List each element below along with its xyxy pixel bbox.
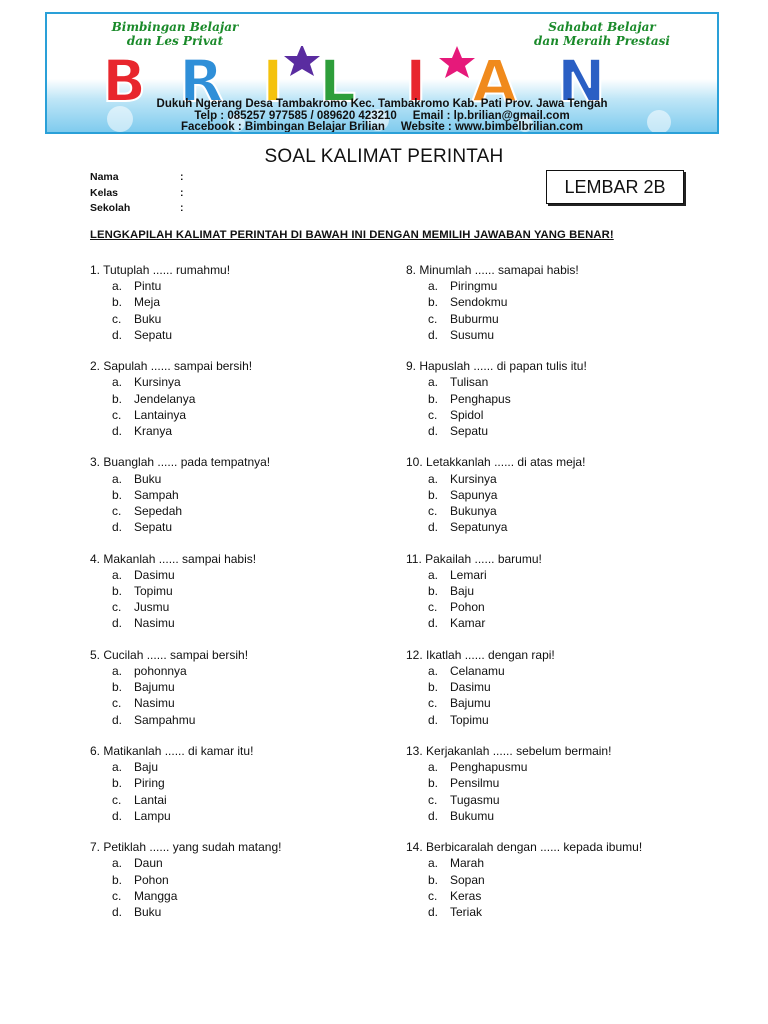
answer-option: [406, 519, 642, 535]
option-letter: a.: [428, 471, 439, 486]
answer-option: [406, 423, 642, 439]
option-letter: b.: [428, 295, 439, 310]
option-letter: a.: [112, 471, 123, 486]
question-item: [90, 551, 281, 647]
answer-option: [406, 775, 642, 791]
answer-option: [406, 712, 642, 728]
option-letter: b.: [112, 872, 123, 887]
svg-text:I: I: [405, 47, 427, 108]
svg-text:L: L: [319, 47, 356, 108]
option-letter: b.: [428, 680, 439, 695]
info-label: Sekolah: [90, 202, 131, 214]
option-letter: c.: [428, 600, 438, 615]
option-text: Pintu: [134, 279, 162, 294]
option-text: Sendokmu: [450, 295, 508, 310]
option-letter: d.: [112, 712, 123, 727]
answer-option: [406, 327, 642, 343]
question-stem: 12. Ikatlah ...... dengan rapi!: [406, 647, 555, 662]
answer-option: [90, 888, 281, 904]
option-letter: a.: [428, 375, 439, 390]
question-stem: 13. Kerjakanlah ...... sebelum bermain!: [406, 743, 612, 758]
info-label: Kelas: [90, 186, 119, 199]
option-text: Jendelanya: [134, 391, 196, 406]
option-letter: d.: [112, 904, 123, 919]
option-text: pohonnya: [134, 663, 187, 678]
option-text: Buburmu: [450, 311, 499, 326]
option-letter: d.: [112, 520, 123, 535]
answer-option: [406, 904, 642, 920]
page-title: SOAL KALIMAT PERINTAH: [264, 146, 504, 167]
question-item: [406, 647, 642, 743]
answer-option: [90, 695, 281, 711]
question-item: [406, 839, 642, 935]
option-text: Jusmu: [134, 600, 170, 615]
option-letter: b.: [428, 872, 439, 887]
question-stem: 7. Petiklah ...... yang sudah matang!: [90, 840, 282, 855]
option-text: Kursinya: [134, 375, 181, 390]
answer-option: [90, 872, 281, 888]
option-text: Sepatunya: [450, 520, 508, 535]
option-letter: c.: [112, 503, 122, 518]
option-text: Nasimu: [134, 696, 175, 711]
option-letter: a.: [112, 760, 123, 775]
option-letter: d.: [428, 712, 439, 727]
option-text: Sepatu: [134, 520, 173, 535]
answer-option: [90, 904, 281, 920]
answer-option: [406, 679, 642, 695]
option-letter: b.: [112, 391, 123, 406]
answer-option: [406, 311, 642, 327]
option-text: Baju: [450, 583, 475, 598]
banner-address: Dukuh Ngerang Desa Tambakromo Kec. Tambakromo Kab. Pati Prov. Jawa Tengah: [156, 98, 608, 110]
answer-option: [406, 599, 642, 615]
option-text: Lantainya: [134, 407, 187, 422]
option-text: Kamar: [450, 616, 486, 631]
question-stem: 10. Letakkanlah ...... di atas meja!: [406, 455, 586, 470]
option-text: Sopan: [450, 872, 485, 887]
option-letter: b.: [428, 583, 439, 598]
tagline-right: Sahabat Belajar dan Meraih Prestasi: [534, 20, 670, 48]
banner-social: Facebook : Bimbingan Belajar Brilian Website : www.bimbelbrilian.com: [181, 121, 583, 133]
answer-option: [406, 567, 642, 583]
question-item: [406, 358, 642, 454]
answer-option: [90, 278, 281, 294]
option-text: Baju: [134, 760, 159, 775]
answer-option: [90, 712, 281, 728]
option-letter: d.: [428, 616, 439, 631]
option-text: Lantai: [134, 792, 167, 807]
question-stem: 2. Sapulah ...... sampai bersih!: [90, 359, 253, 374]
info-label: Nama: [90, 171, 119, 183]
question-stem: 3. Buanglah ...... pada tempatnya!: [90, 455, 271, 470]
answer-option: [90, 679, 281, 695]
answer-option: [90, 567, 281, 583]
option-text: Kranya: [134, 423, 173, 438]
option-text: Celanamu: [450, 663, 505, 678]
option-text: Susumu: [450, 327, 495, 342]
answer-option: [90, 407, 281, 423]
option-letter: a.: [428, 663, 439, 678]
option-text: Tugasmu: [450, 792, 500, 807]
option-text: Sepedah: [134, 503, 183, 518]
option-text: Dasimu: [450, 680, 491, 695]
option-letter: c.: [428, 311, 438, 326]
option-text: Kursinya: [450, 471, 497, 486]
option-text: Nasimu: [134, 616, 175, 631]
option-text: Bukumu: [450, 808, 495, 823]
answer-option: [406, 663, 642, 679]
option-letter: b.: [428, 776, 439, 791]
option-text: Pensilmu: [450, 776, 500, 791]
answer-option: [406, 792, 642, 808]
option-text: Sampah: [134, 487, 179, 502]
answer-option: [406, 374, 642, 390]
answer-option: [90, 503, 281, 519]
question-stem: 6. Matikanlah ...... di kamar itu!: [90, 743, 254, 758]
answer-option: [406, 855, 642, 871]
option-text: Dasimu: [134, 567, 175, 582]
option-letter: a.: [112, 375, 123, 390]
answer-option: [90, 294, 281, 310]
question-item: [90, 839, 281, 935]
option-text: Keras: [450, 888, 482, 903]
option-letter: d.: [428, 423, 439, 438]
svg-text:N: N: [557, 47, 606, 108]
answer-option: [90, 615, 281, 631]
option-letter: c.: [428, 407, 438, 422]
student-info: [90, 171, 184, 218]
question-item: [90, 454, 281, 550]
answer-option: [406, 471, 642, 487]
option-letter: d.: [428, 327, 439, 342]
option-letter: b.: [112, 680, 123, 695]
header-banner: [45, 12, 719, 134]
option-letter: c.: [428, 888, 438, 903]
option-letter: a.: [112, 663, 123, 678]
option-text: Spidol: [450, 407, 484, 422]
option-letter: d.: [428, 904, 439, 919]
svg-text:A: A: [472, 47, 517, 108]
answer-option: [90, 759, 281, 775]
answer-option: [90, 423, 281, 439]
answer-option: [406, 294, 642, 310]
option-text: Buku: [134, 311, 162, 326]
question-item: [90, 743, 281, 839]
question-item: [90, 358, 281, 454]
answer-option: [406, 888, 642, 904]
answer-option: [406, 487, 642, 503]
option-text: Buku: [134, 471, 162, 486]
option-letter: c.: [428, 503, 438, 518]
question-stem: 1. Tutuplah ...... rumahmu!: [90, 263, 231, 277]
star-pink-icon: [439, 46, 475, 78]
option-text: Penghapusmu: [450, 760, 528, 775]
answer-option: [406, 808, 642, 824]
option-letter: d.: [112, 327, 123, 342]
answer-option: [90, 327, 281, 343]
question-item: [406, 551, 642, 647]
option-letter: c.: [112, 407, 122, 422]
answer-option: [90, 487, 281, 503]
question-stem: 11. Pakailah ...... barumu!: [406, 551, 542, 566]
option-letter: d.: [112, 808, 123, 823]
option-letter: c.: [112, 696, 122, 711]
answer-option: [90, 855, 281, 871]
option-text: Sepatu: [450, 423, 489, 438]
option-letter: d.: [112, 423, 123, 438]
option-text: Piringmu: [450, 279, 498, 294]
info-row-nama: [90, 171, 184, 187]
question-item: [406, 262, 642, 358]
option-letter: a.: [112, 856, 123, 871]
svg-text:I: I: [262, 47, 284, 108]
answer-option: [406, 759, 642, 775]
option-text: Pohon: [134, 872, 169, 887]
svg-text:B: B: [102, 47, 147, 108]
answer-option: [406, 695, 642, 711]
option-letter: b.: [112, 295, 123, 310]
question-item: [90, 647, 281, 743]
instruction: LENGKAPILAH KALIMAT PERINTAH DI BAWAH INI DENGAN MEMILIH JAWABAN YANG BENAR!: [90, 229, 614, 241]
option-letter: b.: [112, 487, 123, 502]
option-letter: a.: [428, 279, 439, 294]
info-sep: :: [180, 171, 184, 183]
option-letter: c.: [112, 600, 122, 615]
question-item: [406, 743, 642, 839]
option-letter: b.: [428, 391, 439, 406]
option-text: Bukunya: [450, 503, 497, 518]
answer-option: [406, 278, 642, 294]
question-stem: 9. Hapuslah ...... di papan tulis itu!: [406, 359, 587, 374]
option-letter: b.: [112, 776, 123, 791]
answer-option: [406, 615, 642, 631]
answer-option: [90, 374, 281, 390]
option-letter: a.: [428, 856, 439, 871]
option-letter: a.: [428, 567, 439, 582]
option-text: Sepatu: [134, 327, 173, 342]
option-text: Sapunya: [450, 487, 498, 502]
option-letter: d.: [112, 616, 123, 631]
answer-option: [90, 583, 281, 599]
option-text: Topimu: [134, 583, 173, 598]
answer-option: [90, 471, 281, 487]
option-text: Lemari: [450, 567, 487, 582]
question-item: [406, 454, 642, 550]
option-letter: b.: [428, 487, 439, 502]
option-letter: c.: [112, 311, 122, 326]
answer-option: [90, 775, 281, 791]
info-sep: :: [180, 202, 184, 214]
option-letter: a.: [428, 760, 439, 775]
tagline-left: Bimbingan Belajar dan Les Privat: [111, 20, 239, 48]
question-item: [90, 262, 281, 358]
answer-option: [406, 503, 642, 519]
option-text: Mangga: [134, 888, 178, 903]
answer-option: [406, 872, 642, 888]
info-row-sekolah: [90, 202, 184, 218]
info-row-kelas: [90, 187, 184, 203]
option-letter: c.: [112, 888, 122, 903]
answer-option: [406, 583, 642, 599]
questions-right-column: [406, 262, 642, 935]
option-text: Pohon: [450, 600, 485, 615]
option-letter: c.: [112, 792, 122, 807]
option-letter: a.: [112, 567, 123, 582]
questions-left-column: [90, 262, 281, 935]
option-text: Penghapus: [450, 391, 511, 406]
option-letter: d.: [428, 808, 439, 823]
question-stem: 5. Cucilah ...... sampai bersih!: [90, 647, 249, 662]
option-text: Lampu: [134, 808, 171, 823]
answer-option: [90, 391, 281, 407]
option-letter: b.: [112, 583, 123, 598]
option-text: Bajumu: [134, 680, 175, 695]
option-letter: c.: [428, 696, 438, 711]
option-text: Sampahmu: [134, 712, 196, 727]
option-text: Topimu: [450, 712, 489, 727]
option-text: Daun: [134, 856, 163, 871]
option-letter: d.: [428, 520, 439, 535]
answer-option: [406, 407, 642, 423]
option-letter: c.: [428, 792, 438, 807]
answer-option: [406, 391, 642, 407]
answer-option: [90, 599, 281, 615]
option-text: Buku: [134, 904, 162, 919]
svg-text:R: R: [179, 47, 224, 108]
sheet-label-box: [546, 170, 684, 204]
answer-option: [90, 792, 281, 808]
option-text: Piring: [134, 776, 165, 791]
question-stem: 4. Makanlah ...... sampai habis!: [90, 551, 257, 566]
answer-option: [90, 519, 281, 535]
option-text: Meja: [134, 295, 161, 310]
info-sep: :: [180, 186, 184, 199]
option-letter: a.: [112, 279, 123, 294]
answer-option: [90, 663, 281, 679]
banner-contact: Telp : 085257 977585 / 089620 423210 Email : lp.brilian@gmail.com: [194, 110, 570, 122]
star-purple-icon: [284, 46, 320, 76]
sheet-label: LEMBAR 2B: [564, 176, 666, 197]
answer-option: [90, 311, 281, 327]
question-stem: 14. Berbicaralah dengan ...... kepada ibumu!: [406, 840, 643, 855]
question-stem: 8. Minumlah ...... samapai habis!: [406, 263, 579, 277]
option-text: Bajumu: [450, 696, 491, 711]
option-text: Tulisan: [450, 375, 489, 390]
option-text: Teriak: [450, 904, 483, 919]
option-text: Marah: [450, 856, 485, 871]
answer-option: [90, 808, 281, 824]
